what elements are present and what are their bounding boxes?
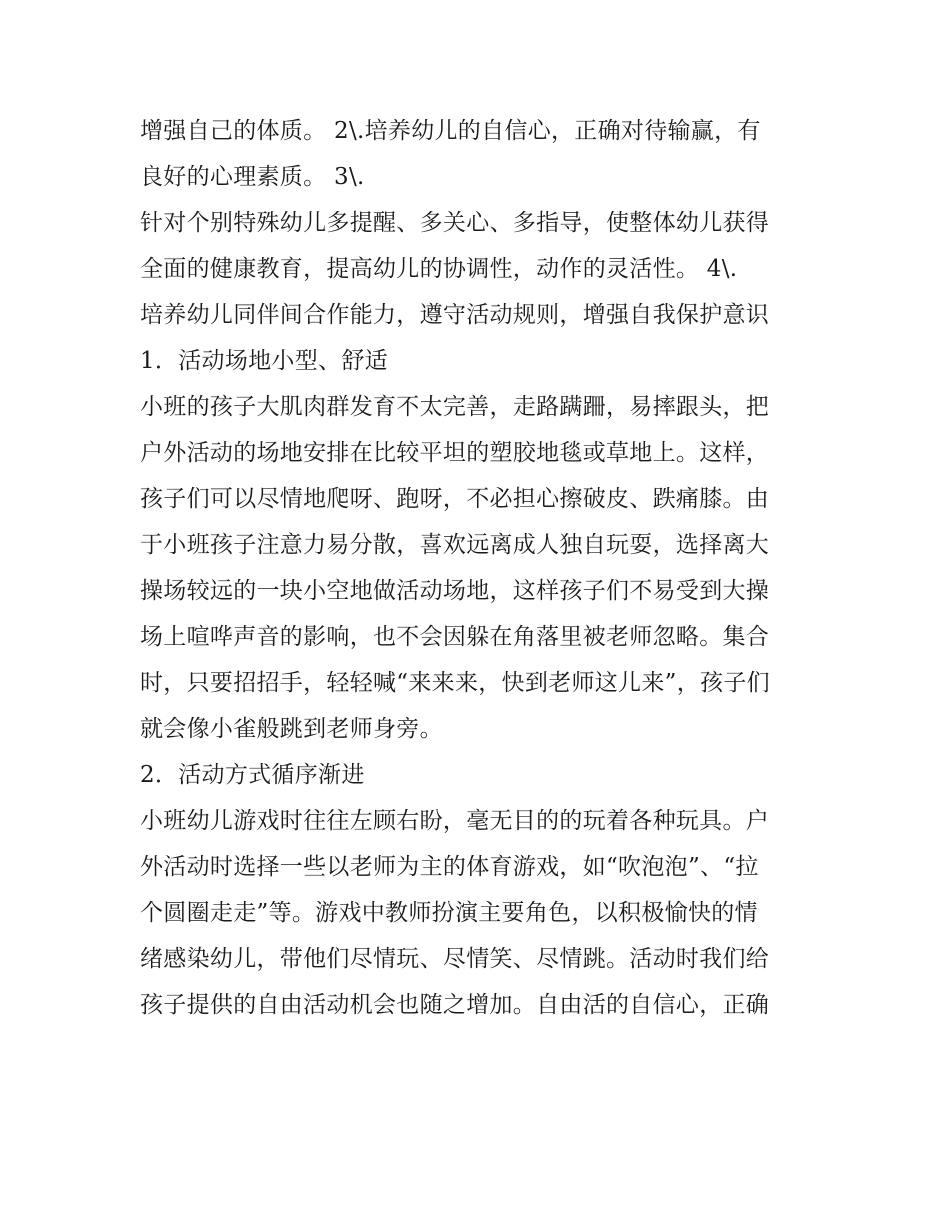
text-line: 孩子提供的自由活动机会也随之增加。自由活的自信心，正确	[140, 992, 770, 1018]
text-line: 时，只要招招手，轻轻喊“来来来，快到老师这儿来”，孩子们	[140, 670, 770, 696]
text-line: 就会像小雀般跳到老师身旁。	[140, 716, 443, 742]
section-heading: 2．活动方式循序渐进	[140, 762, 365, 788]
text-line: 个圆圈走走”等。游戏中教师扮演主要角色，以积极愉快的情	[140, 900, 758, 926]
text-line: 操场较远的一块小空地做活动场地，这样孩子们不易受到大操	[140, 578, 770, 604]
section-heading: 1．活动场地小型、舒适	[140, 348, 388, 374]
document-body	[140, 108, 815, 1028]
text-line: 全面的健康教育，提高幼儿的协调性，动作的灵活性。 4\.	[140, 256, 738, 282]
text-line: 小班的孩子大肌肉群发育不太完善，走路蹒跚，易摔跟头，把	[140, 394, 770, 420]
text-line: 良好的心理素质。 3\.	[140, 164, 365, 190]
text-line: 场上喧哗声音的影响，也不会因躲在角落里被老师忽略。集合	[140, 624, 770, 650]
text-line: 增强自己的体质。 2\.培养幼儿的自信心，正确对待输赢，有	[140, 118, 761, 144]
text-line: 小班幼儿游戏时往往左顾右盼，毫无目的的玩着各种玩具。户	[140, 808, 770, 834]
text-line: 于小班孩子注意力易分散，喜欢远离成人独自玩耍，选择离大	[140, 532, 770, 558]
text-line: 针对个别特殊幼儿多提醒、多关心、多指导，使整体幼儿获得	[140, 210, 770, 236]
text-line: 外活动时选择一些以老师为主的体育游戏，如“吹泡泡”、“拉	[140, 854, 759, 880]
text-line: 户外活动的场地安排在比较平坦的塑胶地毯或草地上。这样，	[140, 440, 770, 466]
text-line: 培养幼儿同伴间合作能力，遵守活动规则，增强自我保护意识	[140, 302, 770, 328]
text-line: 绪感染幼儿，带他们尽情玩、尽情笑、尽情跳。活动时我们给	[140, 946, 770, 972]
text-line: 孩子们可以尽情地爬呀、跑呀，不必担心擦破皮、跌痛膝。由	[140, 486, 770, 512]
